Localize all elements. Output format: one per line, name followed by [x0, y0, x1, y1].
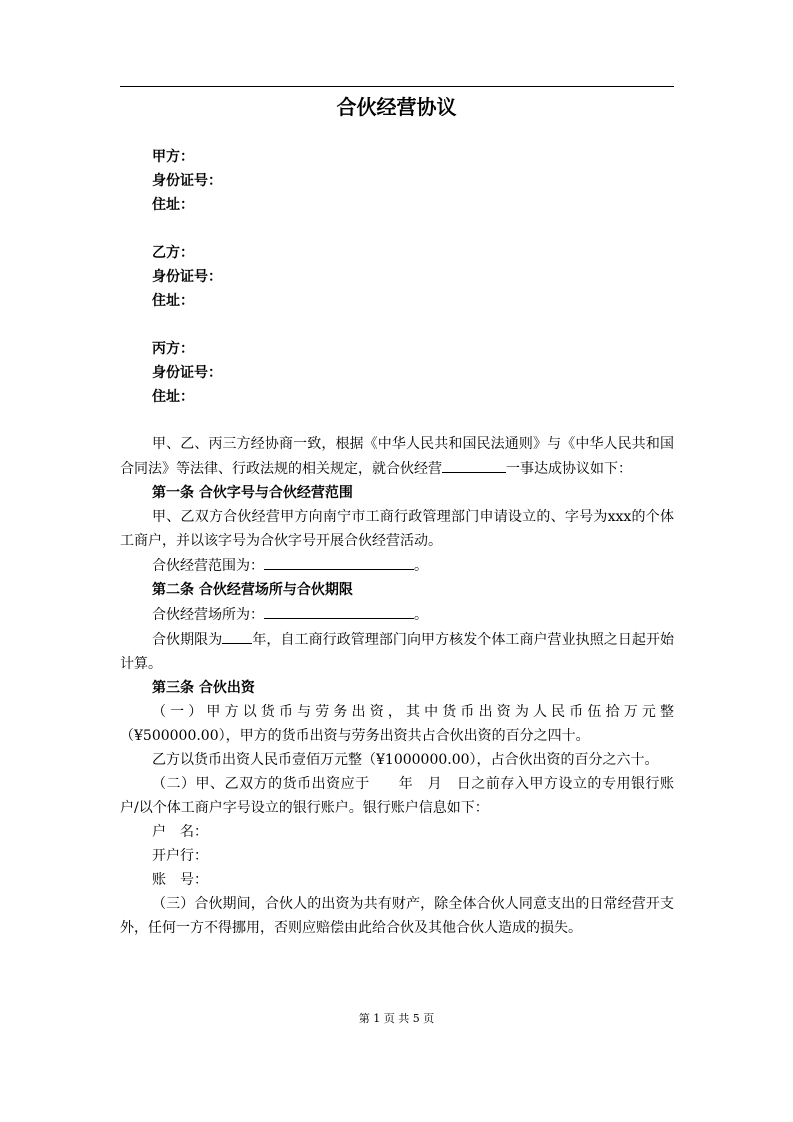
article-3-paragraph-1: （一）甲方以货币与劳务出资，其中货币出资为人民币伍拾万元整（¥500000.00），甲方的货币出资与劳务出资共占合伙出资的百分之四十。 [120, 704, 674, 744]
bank-line: 开户行： [152, 848, 208, 864]
business-blank [442, 456, 506, 473]
party-a-name-label: 甲方： [152, 149, 194, 165]
article-3-paragraph-3: （二）甲、乙双方的货币出资应于 年 月 日之前存入甲方设立的专用银行账户/以个体工商户字号设立的银行账户。银行账户信息如下： [120, 776, 674, 816]
party-c-address-label: 住址： [152, 389, 194, 405]
article-1-paragraph: 甲、乙双方合伙经营甲方向南宁市工商行政管理部门申请设立的、字号为xxx的个体工商户，并以该字号为合伙字号开展合伙经营活动。 [120, 509, 674, 549]
party-a-address-label: 住址： [152, 197, 194, 213]
party-b-name-label: 乙方： [152, 245, 194, 261]
header-rule [120, 86, 674, 87]
party-a-id-label: 身份证号： [152, 173, 222, 189]
party-c-id-label: 身份证号： [152, 365, 222, 381]
business-scope-line: 合伙经营范围为： 。 [120, 553, 674, 578]
article-3-paragraph-4: （三）合伙期间，合伙人的出资为共有财产，除全体合伙人同意支出的日常经营开支外，任何一方不得挪用，否则应赔偿由此给合伙及其他合伙人造成的损失。 [120, 896, 674, 936]
party-a-block [152, 145, 222, 217]
page-footer: 第 1 页 共 5 页 [358, 1012, 435, 1025]
article-2-heading: 第二条 合伙经营场所与合伙期限 [152, 582, 353, 598]
account-number-line: 账 号： [152, 872, 208, 888]
place-blank [264, 602, 414, 619]
partnership-term-paragraph: 合伙期限为 年，自工商行政管理部门向甲方核发个体工商户营业执照之日起开始计算。 [120, 627, 674, 676]
party-c-block [152, 337, 222, 409]
agreement-body [120, 432, 674, 940]
party-b-address-label: 住址： [152, 293, 194, 309]
party-c-name-label: 丙方： [152, 341, 194, 357]
term-blank [222, 627, 252, 644]
intro-paragraph: 甲、乙、丙三方经协商一致，根据《中华人民共和国民法通则》与《中华人民共和国合同法》等法律、行政法规的相关规定，就合伙经营 一事达成协议如下： [120, 436, 674, 477]
document-title: 合伙经营协议 [336, 95, 457, 119]
article-3-paragraph-2: 乙方以货币出资人民币壹佰万元整（¥1000000.00），占合伙出资的百分之六十。 [152, 752, 659, 768]
party-b-id-label: 身份证号： [152, 269, 222, 285]
business-place-line: 合伙经营场所为： 。 [120, 602, 674, 627]
party-b-block [152, 241, 222, 313]
article-1-heading: 第一条 合伙字号与合伙经营范围 [152, 485, 353, 501]
account-name-line: 户 名： [152, 824, 208, 840]
article-3-heading: 第三条 合伙出资 [152, 680, 255, 696]
scope-blank [264, 553, 414, 570]
